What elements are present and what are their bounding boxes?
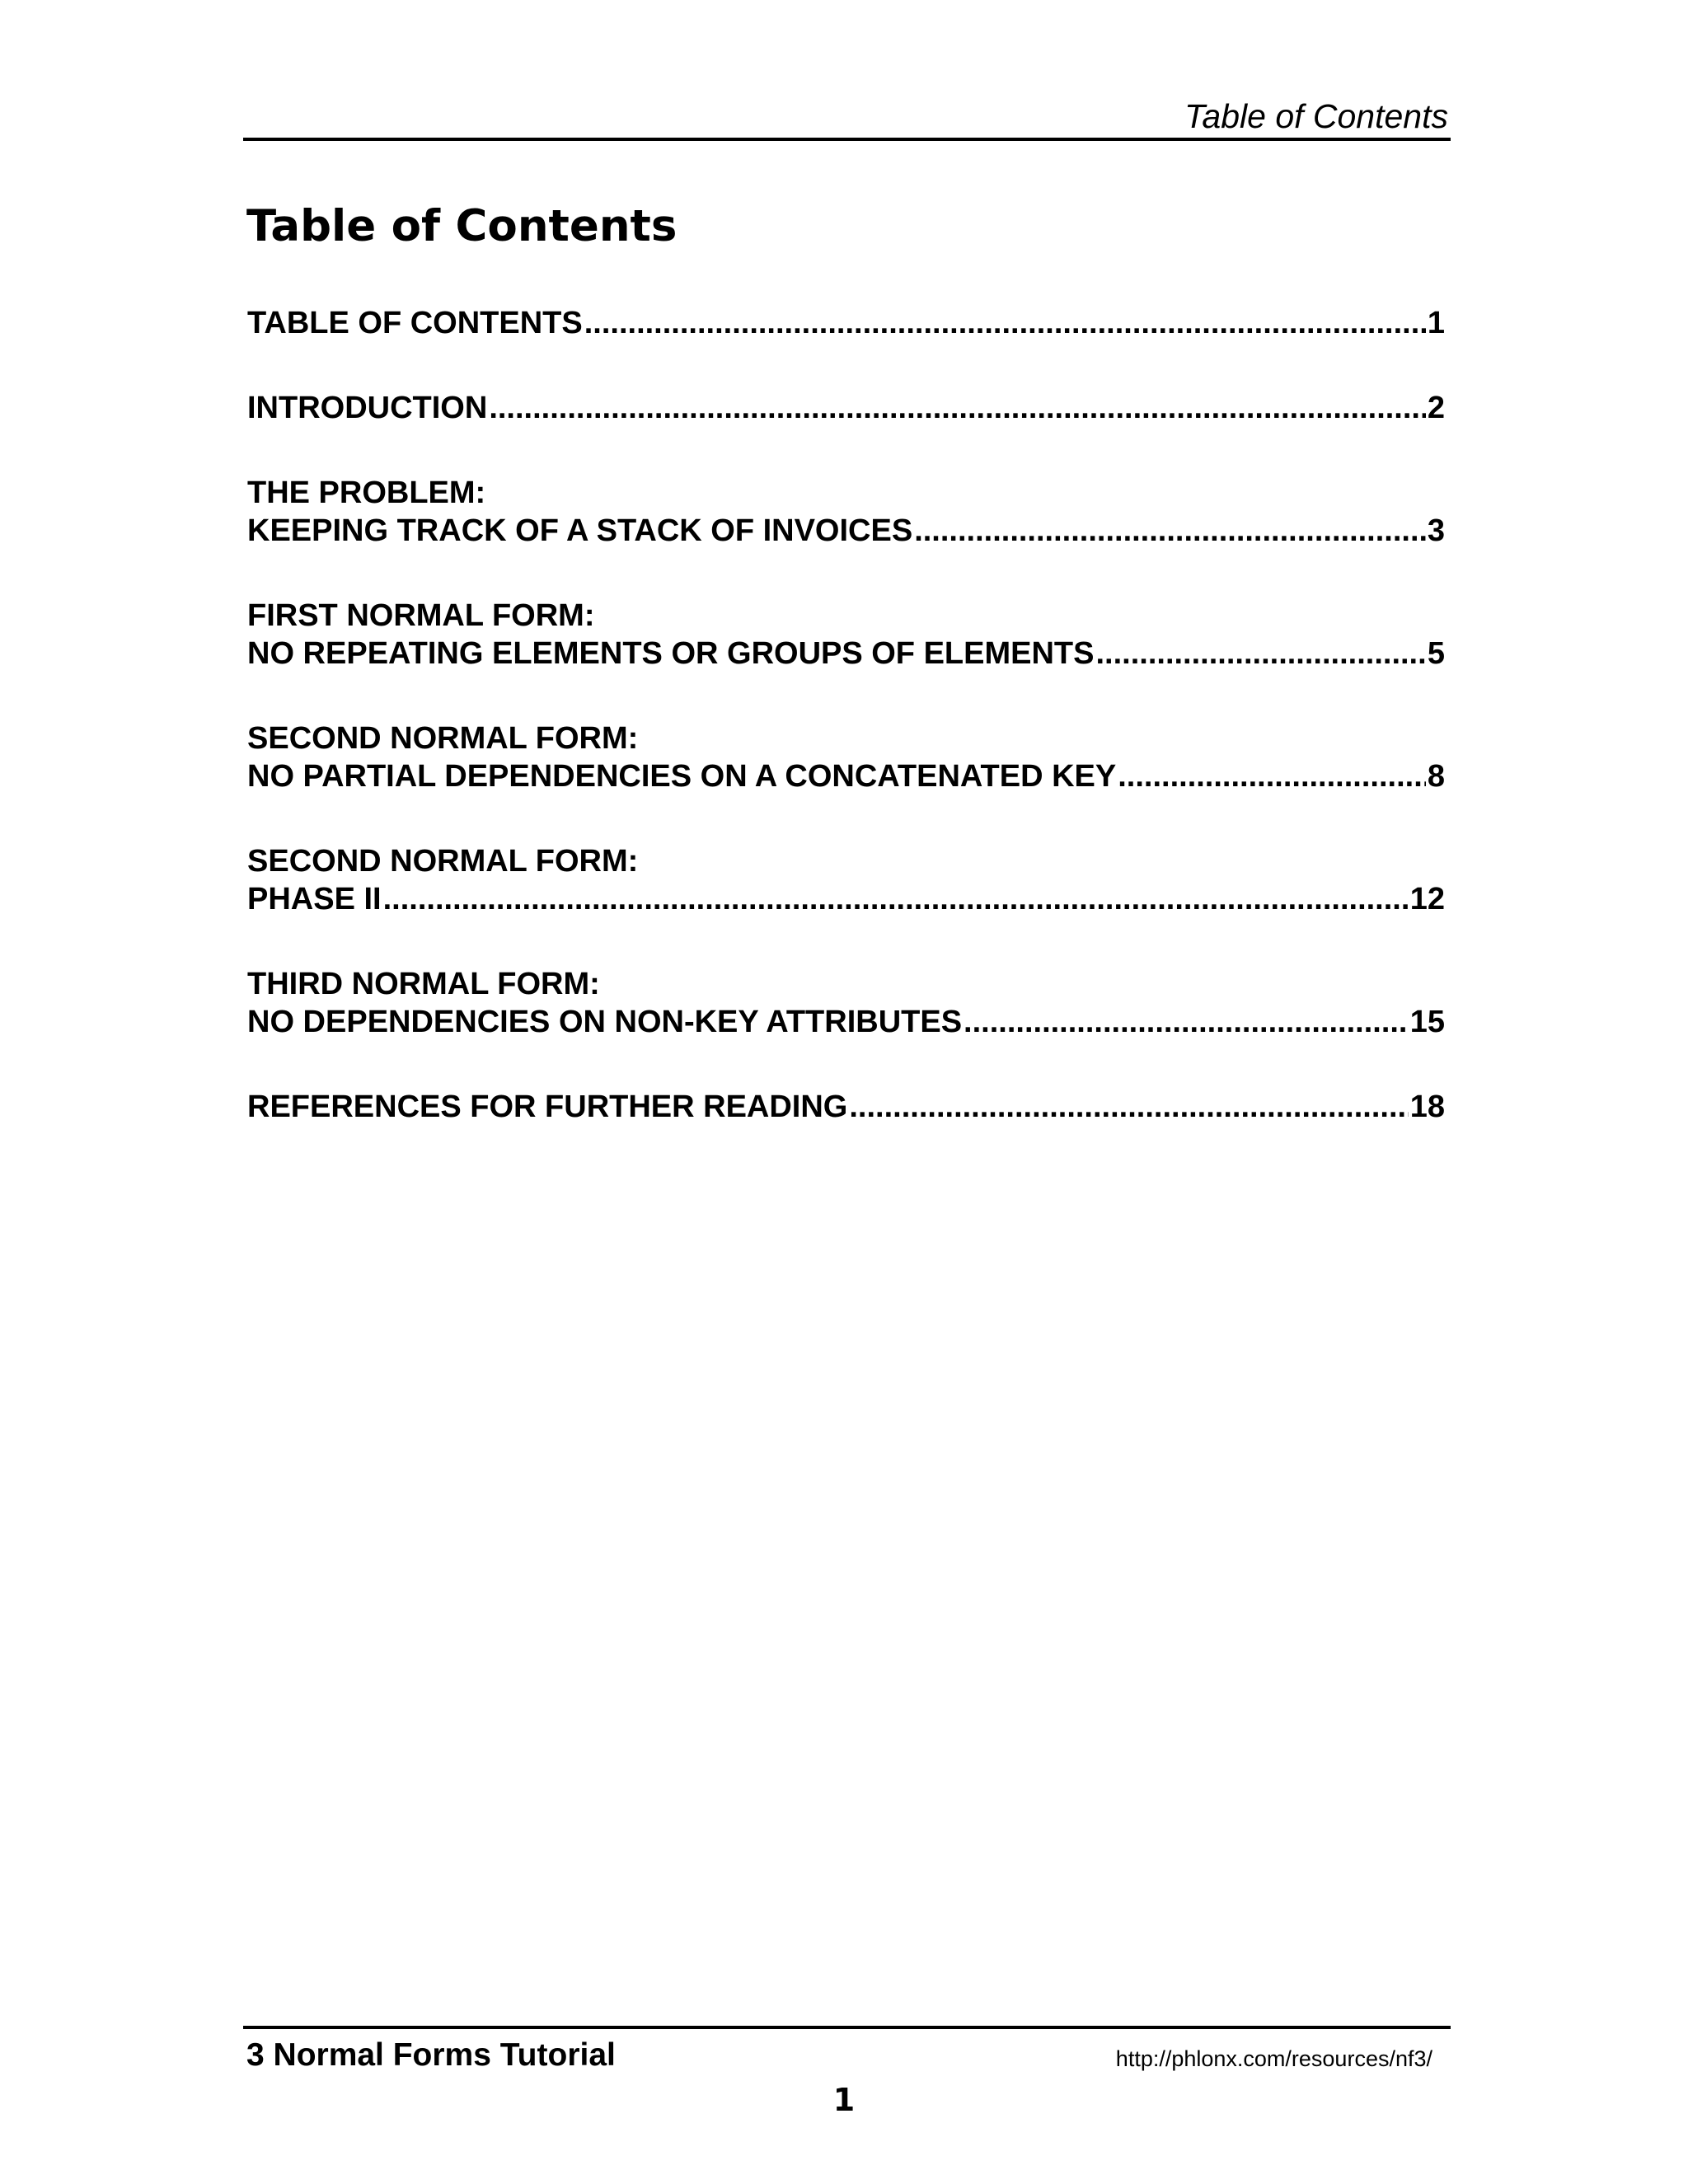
toc-entry-line — [247, 304, 1445, 342]
toc-entry-line — [247, 1088, 1445, 1126]
toc-entry-line — [247, 757, 1445, 795]
dot-leader — [849, 1088, 1408, 1126]
toc-entry[interactable] — [247, 719, 1445, 795]
dot-leader — [914, 512, 1426, 550]
toc-entry[interactable] — [247, 474, 1445, 550]
footer-url[interactable]: http://phlonx.com/resources/nf3/ — [1115, 2046, 1432, 2071]
toc-entry[interactable] — [247, 965, 1445, 1041]
page-number: 1 — [832, 2082, 856, 2118]
toc-entry[interactable] — [247, 597, 1445, 673]
toc-entry-heading: THE PROBLEM: — [247, 476, 486, 510]
page-title: Table of Contents — [246, 201, 678, 251]
running-header: Table of Contents — [1184, 97, 1448, 135]
toc-entry-page-number: 12 — [1409, 882, 1445, 916]
dot-leader — [1118, 757, 1426, 795]
toc-entry-heading: SECOND NORMAL FORM: — [247, 721, 639, 756]
toc-entry-title: NO PARTIAL DEPENDENCIES ON A CONCATENATED KEY — [247, 759, 1117, 794]
toc-entry-line — [247, 635, 1445, 673]
toc-entry-title: INTRODUCTION — [247, 391, 488, 425]
toc-entry-line — [247, 1003, 1445, 1041]
toc-entry-line — [247, 880, 1445, 918]
dot-leader — [584, 304, 1426, 342]
toc-entry-heading: THIRD NORMAL FORM: — [247, 967, 600, 1001]
header-rule — [243, 138, 1451, 141]
toc-entry-line — [247, 512, 1445, 550]
dot-leader — [1095, 635, 1425, 673]
footer-title: 3 Normal Forms Tutorial — [246, 2037, 616, 2073]
toc-entry-heading: FIRST NORMAL FORM: — [247, 598, 595, 633]
toc-entry-heading: SECOND NORMAL FORM: — [247, 844, 639, 879]
dot-leader — [489, 389, 1426, 427]
toc-entry-page-number: 1 — [1427, 306, 1445, 340]
toc-entry-page-number: 5 — [1427, 636, 1445, 671]
toc-entry[interactable] — [247, 842, 1445, 918]
toc-entry-page-number: 8 — [1427, 759, 1445, 794]
toc-entry-title: TABLE OF CONTENTS — [247, 306, 583, 340]
toc-entry[interactable] — [247, 389, 1445, 427]
toc-entry-page-number: 18 — [1409, 1090, 1445, 1124]
dot-leader — [964, 1003, 1409, 1041]
toc-entry-page-number: 2 — [1427, 391, 1445, 425]
toc-entry-title: REFERENCES FOR FURTHER READING — [247, 1090, 848, 1124]
table-of-contents — [247, 304, 1445, 1173]
toc-entry[interactable] — [247, 304, 1445, 342]
footer-rule — [243, 2026, 1451, 2029]
toc-entry-page-number: 15 — [1409, 1005, 1445, 1039]
toc-entry-title: NO DEPENDENCIES ON NON-KEY ATTRIBUTES — [247, 1005, 963, 1039]
toc-entry-title: NO REPEATING ELEMENTS OR GROUPS OF ELEMENTS — [247, 636, 1095, 671]
toc-entry-title: KEEPING TRACK OF A STACK OF INVOICES — [247, 513, 913, 548]
toc-entry-title: PHASE II — [247, 882, 382, 916]
dot-leader — [383, 880, 1409, 918]
toc-entry-line — [247, 389, 1445, 427]
toc-entry-page-number: 3 — [1427, 513, 1445, 548]
toc-entry[interactable] — [247, 1088, 1445, 1126]
